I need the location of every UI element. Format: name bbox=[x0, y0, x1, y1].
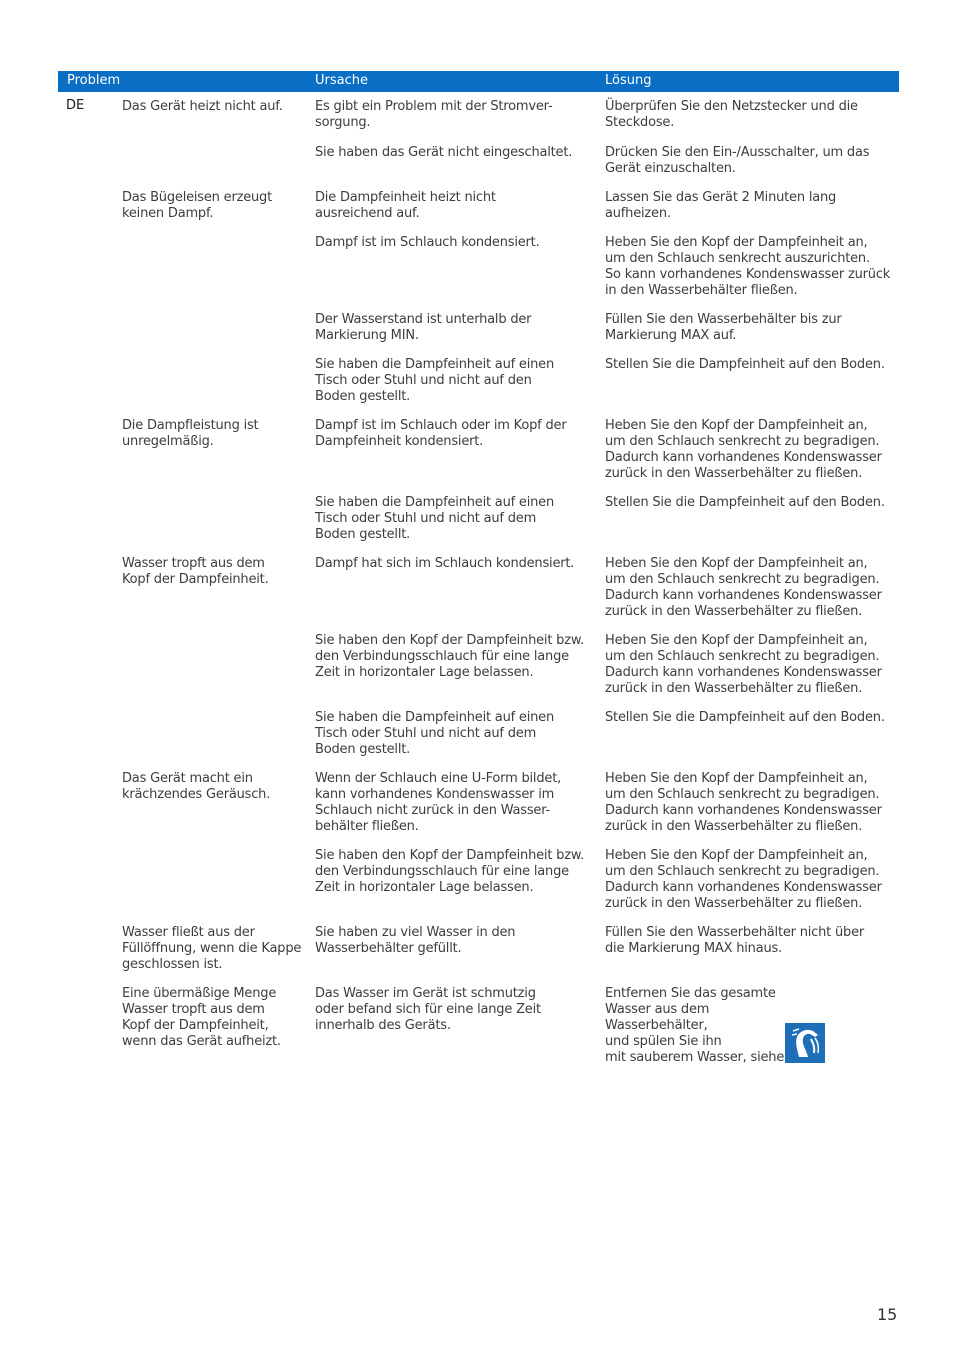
solution-cell: Heben Sie den Kopf der Dampfeinheit an, um den Schlauch senkrecht zu begradigen. Dadurch kann vorhandenes Kondenswasser zurück in den Wasserbehälter zu fließen. bbox=[605, 848, 882, 911]
problem-cell: Wasser fließt aus der Füllöffnung, wenn die Kappe geschlossen ist. bbox=[122, 925, 302, 972]
cause-cell: Dampf ist im Schlauch oder im Kopf der Dampfeinheit kondensiert. bbox=[315, 418, 567, 449]
cause-cell: Sie haben die Dampfeinheit auf einen Tisch oder Stuhl und nicht auf den Boden gestellt. bbox=[315, 357, 555, 404]
solution-cell: Füllen Sie den Wasserbehälter bis zur Markierung MAX auf. bbox=[605, 312, 842, 343]
solution-cell: Füllen Sie den Wasserbehälter nicht über die Markierung MAX hinaus. bbox=[605, 925, 865, 956]
cause-cell: Wenn der Schlauch eine U-Form bildet, kann vorhandenes Kondenswasser im Schlauch nicht zurück in den Wasser- behälter fließen. bbox=[315, 771, 562, 834]
problem-cell: Das Gerät macht ein krächzendes Geräusch. bbox=[122, 771, 271, 802]
solution-cell: Stellen Sie die Dampfeinheit auf den Boden. bbox=[605, 710, 885, 725]
cause-cell: Der Wasserstand ist unterhalb der Markierung MIN. bbox=[315, 312, 532, 343]
cause-cell: Sie haben zu viel Wasser in den Wasserbehälter gefüllt. bbox=[315, 925, 516, 956]
solution-cell: Entfernen Sie das gesamte Wasser aus dem Wasserbehälter, und spülen Sie ihn mit sauberem Wasser, siehe bbox=[605, 986, 785, 1065]
header-solution: Lösung bbox=[605, 73, 652, 88]
solution-cell: Heben Sie den Kopf der Dampfeinheit an, um den Schlauch senkrecht zu begradigen. Dadurch kann vorhandenes Kondenswasser zurück in den Wasserbehälter zu fließen. bbox=[605, 771, 882, 834]
cause-cell: Die Dampfeinheit heizt nicht ausreichend auf. bbox=[315, 190, 496, 221]
problem-cell: Das Gerät heizt nicht auf. bbox=[122, 99, 283, 114]
problem-cell: Das Bügeleisen erzeugt keinen Dampf. bbox=[122, 190, 273, 221]
header-cause: Ursache bbox=[315, 73, 368, 88]
cause-cell: Dampf hat sich im Schlauch kondensiert. bbox=[315, 556, 575, 571]
table-header bbox=[58, 71, 899, 92]
solution-cell: Heben Sie den Kopf der Dampfeinheit an, um den Schlauch senkrecht zu begradigen. Dadurch kann vorhandenes Kondenswasser zurück in den Wasserbehälter zu fließen. bbox=[605, 633, 882, 696]
cause-cell: Es gibt ein Problem mit der Stromver- sorgung. bbox=[315, 99, 553, 130]
solution-cell: Drücken Sie den Ein-/Ausschalter, um das Gerät einzuschalten. bbox=[605, 145, 870, 176]
steamer-icon bbox=[785, 1023, 825, 1063]
solution-cell: Stellen Sie die Dampfeinheit auf den Boden. bbox=[605, 495, 885, 510]
header-problem: Problem bbox=[67, 73, 121, 88]
cause-cell: Sie haben die Dampfeinheit auf einen Tisch oder Stuhl und nicht auf dem Boden gestellt. bbox=[315, 710, 555, 757]
cause-cell: Das Wasser im Gerät ist schmutzig oder befand sich für eine lange Zeit innerhalb des Geräts. bbox=[315, 986, 541, 1033]
solution-cell: Lassen Sie das Gerät 2 Minuten lang aufheizen. bbox=[605, 190, 837, 221]
language-tag: DE bbox=[66, 98, 85, 113]
cause-cell: Sie haben das Gerät nicht eingeschaltet. bbox=[315, 145, 573, 160]
solution-cell: Heben Sie den Kopf der Dampfeinheit an, um den Schlauch senkrecht auszurichten. So kann vorhandenes Kondenswasser zurück in den Wasserbehälter fließen. bbox=[605, 235, 891, 298]
problem-cell: Eine übermäßige Menge Wasser tropft aus dem Kopf der Dampfeinheit, wenn das Gerät aufheizt. bbox=[122, 986, 281, 1049]
solution-cell: Heben Sie den Kopf der Dampfeinheit an, um den Schlauch senkrecht zu begradigen. Dadurch kann vorhandenes Kondenswasser zurück in den Wasserbehälter zu fließen. bbox=[605, 418, 882, 481]
cause-cell: Sie haben den Kopf der Dampfeinheit bzw. den Verbindungsschlauch für eine lange Zeit in horizontaler Lage belassen. bbox=[315, 633, 585, 680]
solution-cell: Heben Sie den Kopf der Dampfeinheit an, um den Schlauch senkrecht zu begradigen. Dadurch kann vorhandenes Kondenswasser zurück in den Wasserbehälter zu fließen. bbox=[605, 556, 882, 619]
solution-cell: Stellen Sie die Dampfeinheit auf den Boden. bbox=[605, 357, 885, 372]
solution-cell: Überprüfen Sie den Netzstecker und die Steckdose. bbox=[605, 99, 858, 130]
page-number: 15 bbox=[877, 1305, 898, 1324]
cause-cell: Dampf ist im Schlauch kondensiert. bbox=[315, 235, 540, 250]
problem-cell: Wasser tropft aus dem Kopf der Dampfeinheit. bbox=[122, 556, 269, 587]
problem-cell: Die Dampfleistung ist unregelmäßig. bbox=[122, 418, 259, 449]
cause-cell: Sie haben die Dampfeinheit auf einen Tisch oder Stuhl und nicht auf dem Boden gestellt. bbox=[315, 495, 555, 542]
cause-cell: Sie haben den Kopf der Dampfeinheit bzw. den Verbindungsschlauch für eine lange Zeit in horizontaler Lage belassen. bbox=[315, 848, 585, 895]
